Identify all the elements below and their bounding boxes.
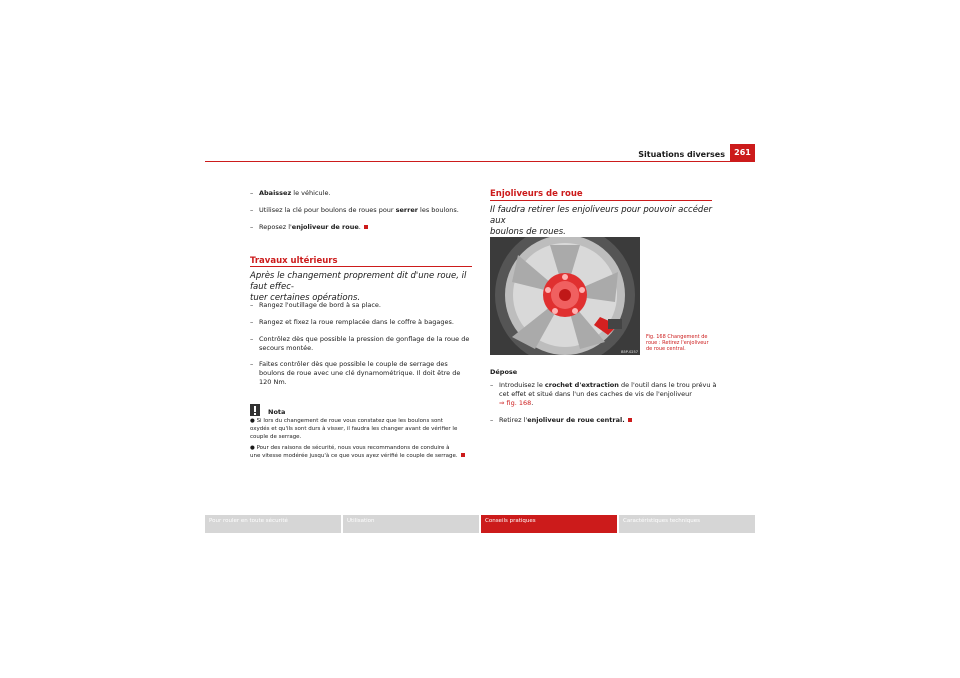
figure-reference-link[interactable]: ⇒ fig. 168 bbox=[499, 399, 532, 407]
heading-enjoliveurs: Enjoliveurs de roue bbox=[490, 189, 583, 199]
tab-caracteristiques[interactable]: Caractéristiques techniques bbox=[619, 515, 755, 533]
tab-securite[interactable]: Pour rouler en toute sécurité bbox=[205, 515, 341, 533]
end-of-section-mark bbox=[628, 418, 632, 422]
lead-enjoliveurs: Il faudra retirer les enjoliveurs pour pouvoir accéder aux boulons de roues. bbox=[490, 205, 713, 237]
section-title: Situations diverses bbox=[638, 150, 725, 159]
heading-rule bbox=[490, 200, 712, 201]
note-oxidized-bolts: ● Si lors du changement de roue vous constatez que les boulons sont oxydés et qu'ils sont durs à visser, il faudra les changer avant de vérifier le couple de serrage. bbox=[250, 418, 458, 440]
page-number: 261 bbox=[730, 144, 755, 161]
lead-travaux: Après le changement proprement dit d'une roue, il faut effec- tuer certaines opérations. bbox=[250, 271, 467, 303]
end-of-section-mark bbox=[364, 225, 368, 229]
note-icon bbox=[250, 401, 260, 413]
wheel-hubcap-image bbox=[490, 237, 640, 355]
heading-rule bbox=[250, 266, 472, 267]
end-of-section-mark bbox=[461, 453, 465, 457]
step-tighten-bolts: – Utilisez la clé pour boulons de roues pour serrer les boulons. bbox=[250, 206, 459, 214]
header-rule bbox=[205, 161, 755, 162]
tab-utilisation[interactable]: Utilisation bbox=[343, 515, 479, 533]
note-label: Nota bbox=[268, 408, 286, 416]
step-lower-vehicle: – Abaissez le véhicule. bbox=[250, 189, 331, 197]
figure-caption: Fig. 168 Changement de roue : Retirez l'enjoliveur de roue central. bbox=[646, 334, 709, 352]
note-moderate-speed: ● Pour des raisons de sécurité, nous vous recommandons de conduire à une vitesse modérée jusqu'à ce que vous ayez vérifié le couple de serrage. bbox=[250, 444, 480, 460]
heading-travaux: Travaux ultérieurs bbox=[250, 256, 338, 266]
subheading-depose: Dépose bbox=[490, 368, 518, 376]
tab-conseils-pratiques[interactable]: Conseils pratiques bbox=[481, 515, 617, 533]
image-code: B5P-0257 bbox=[621, 350, 638, 354]
step-refit-hubcap: – Reposez l'enjoliveur de roue. bbox=[250, 223, 480, 232]
